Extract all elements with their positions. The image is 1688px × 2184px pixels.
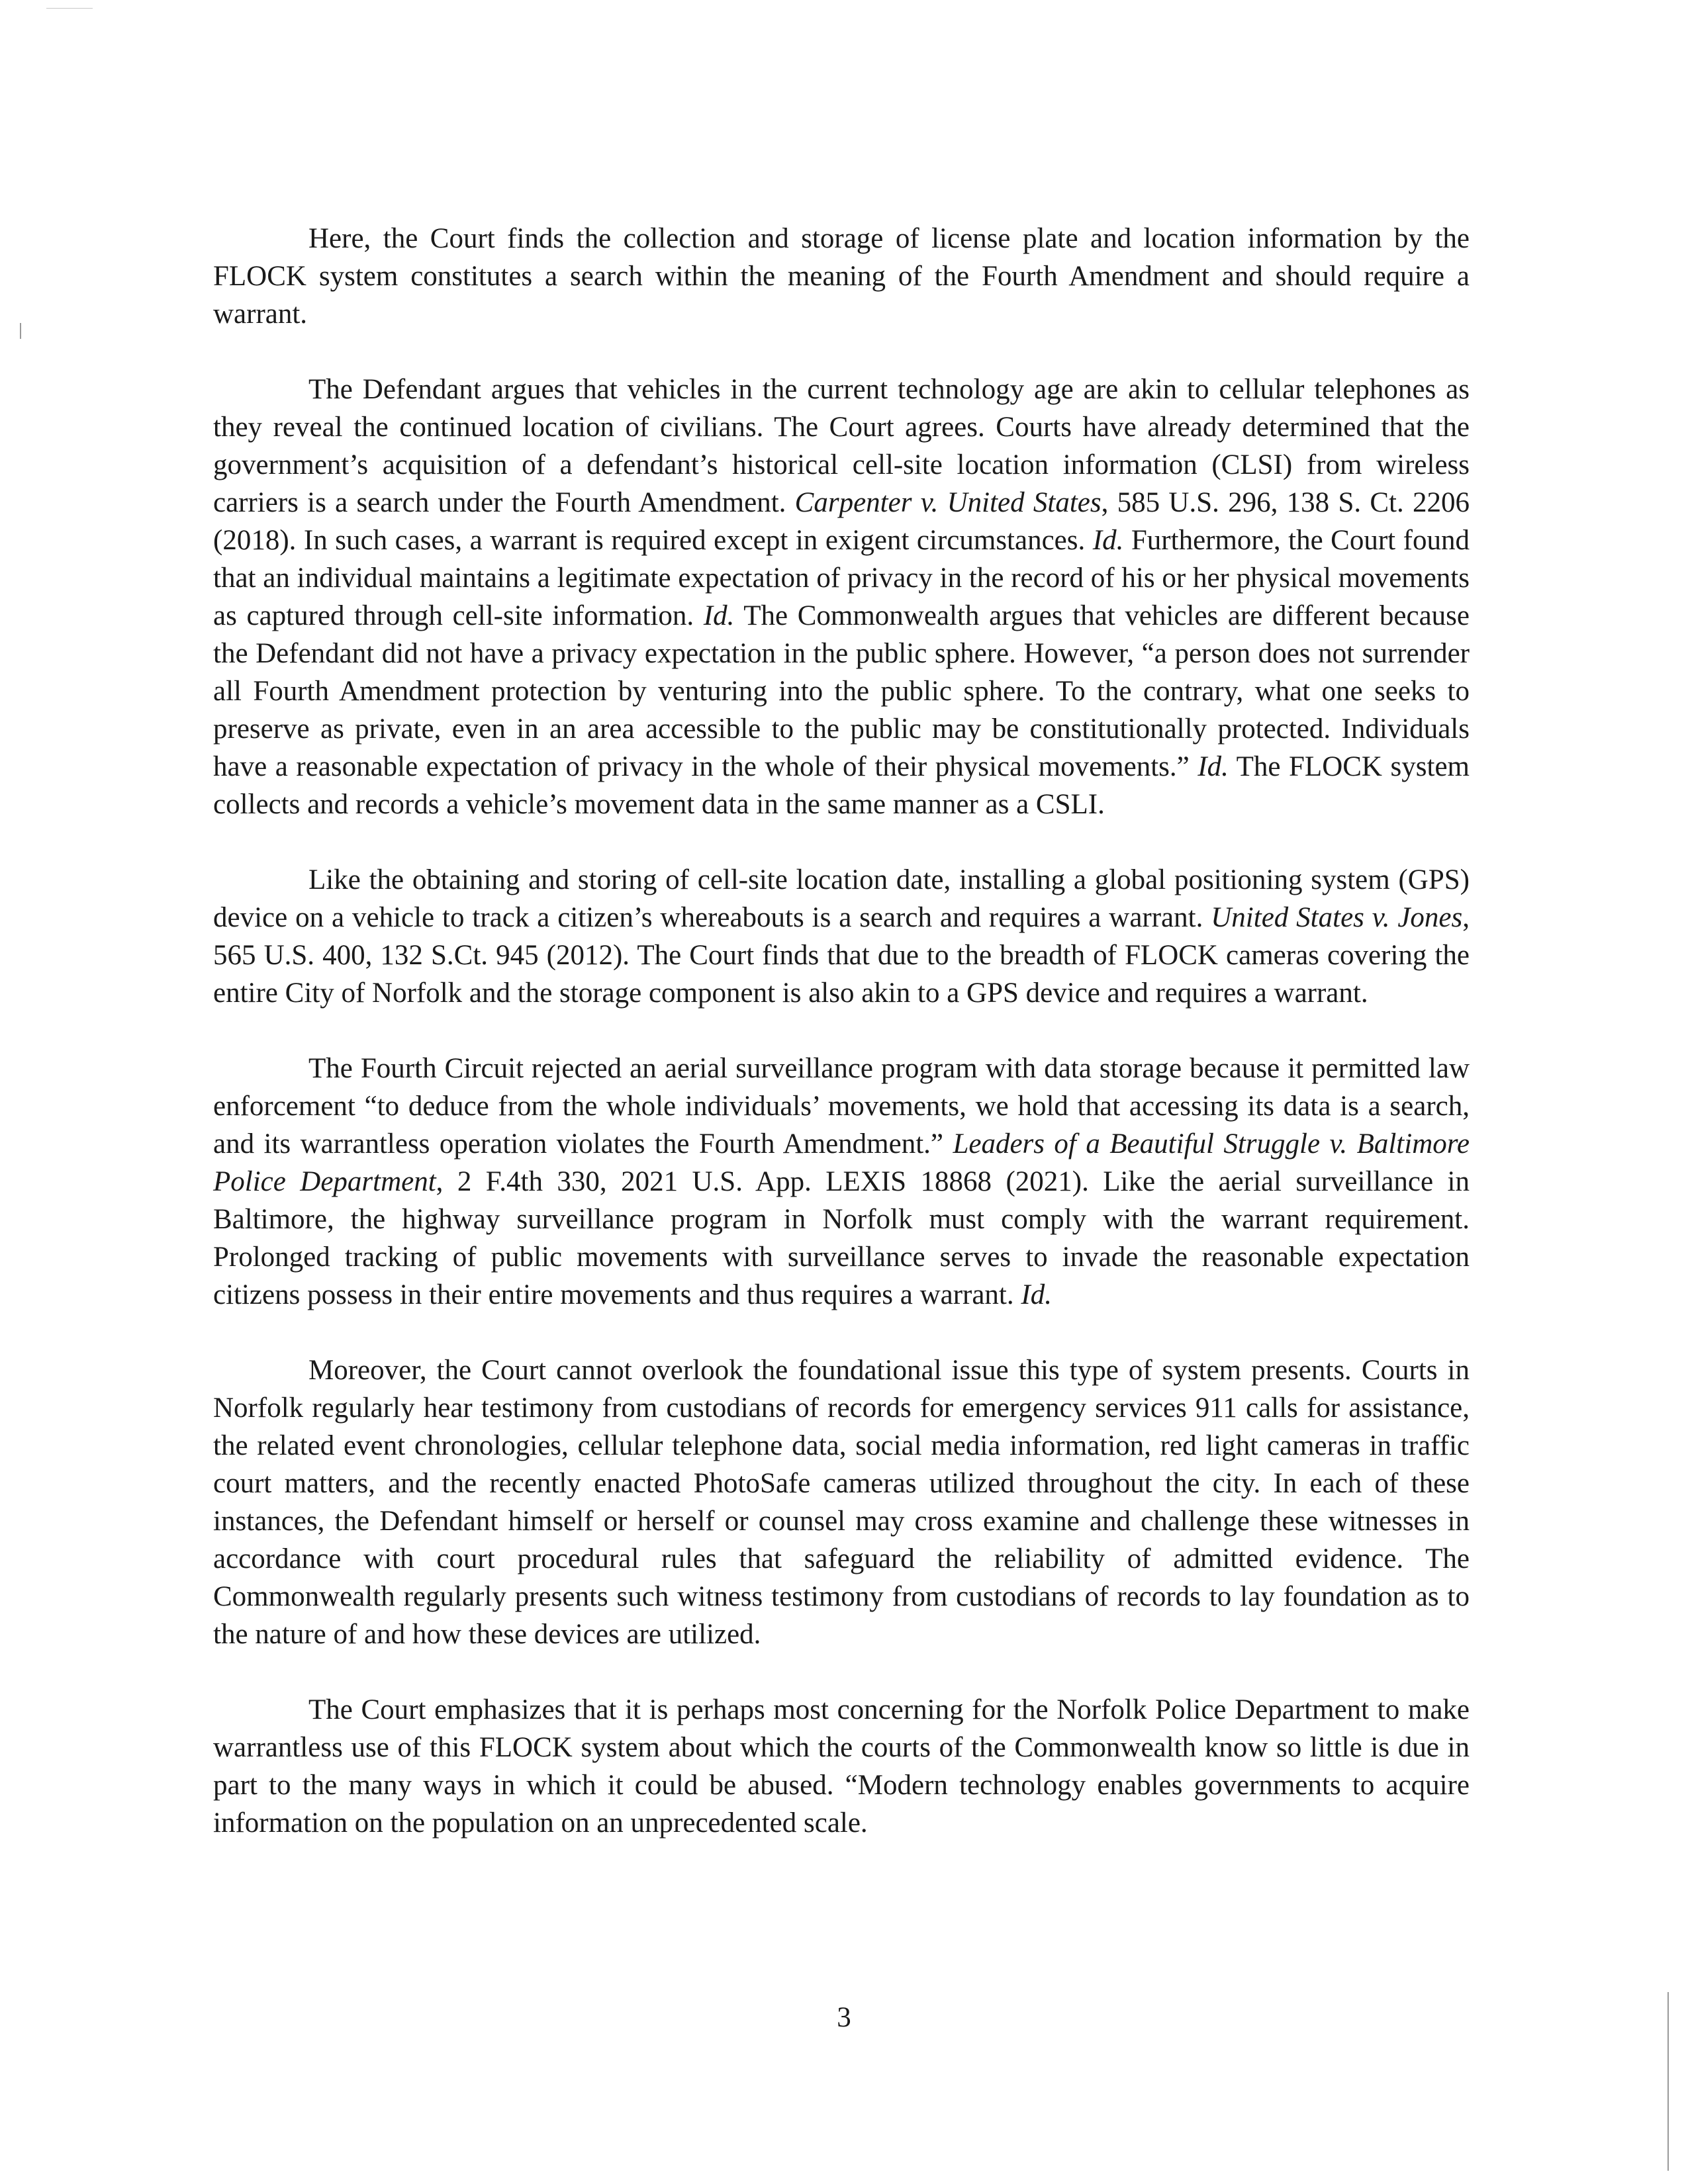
text-run: Furthermore, the Court found that an individual maintains a legitimate expectation of privacy in the record of his or her physical movements as captured through cell-site information. bbox=[213, 525, 1470, 631]
citation-italic: Id. bbox=[703, 600, 735, 631]
scan-mark-left bbox=[20, 323, 21, 339]
citation-italic: Id. bbox=[1021, 1279, 1052, 1310]
text-run: , 585 U.S. 296, 138 S. Ct. 2206 (2018). In such cases, a warrant is required except in exigent circumstances. bbox=[213, 487, 1470, 556]
text-run: The Court emphasizes that it is perhaps most concerning for the Norfolk Police Department to make warrantless use of this FLOCK system about which the courts of the Commonwealth know so little is due in part to the many ways in which it could be abused. “Modern technology enables governments to acquire information on the population on an unprecedented scale. bbox=[213, 1694, 1470, 1839]
text-run: The Defendant argues that vehicles in the current technology age are akin to cellular telephones as they reveal the continued location of civilians. The Court agrees. Courts have already determined that the government’s acquisition of a defendant’s historical cell-site location information (CLSI) from wireless carriers is a search under the Fourth Amendment. bbox=[213, 374, 1470, 518]
text-run: The FLOCK system collects and records a vehicle’s movement data in the same manner as a CSLI. bbox=[213, 751, 1470, 820]
text-run: Here, the Court finds the collection and storage of license plate and location information by the FLOCK system constitutes a search within the meaning of the Fourth Amendment and should require a warrant. bbox=[213, 223, 1470, 330]
paragraph bbox=[213, 1050, 1470, 1314]
text-run: The Fourth Circuit rejected an aerial surveillance program with data storage because it permitted law enforcement “to deduce from the whole individuals’ movements, we hold that accessing its data is a search, and its warrantless operation violates the Fourth Amendment.” bbox=[213, 1053, 1470, 1160]
page-number: 3 bbox=[837, 2002, 851, 2033]
citation-italic: Carpenter v. United States bbox=[794, 487, 1102, 518]
paragraph bbox=[213, 1351, 1470, 1653]
paragraph bbox=[213, 861, 1470, 1012]
text-run: , 2 F.4th 330, 2021 U.S. App. LEXIS 18868 (2021). Like the aerial surveillance in Baltimore, the highway surveillance program in Norfolk must comply with the warrant requirement. Prolonged tracking of public movements with surveillance serves to invade the reasonable expectation citizens possess in their entire movements and thus requires a warrant. bbox=[213, 1166, 1470, 1310]
text-run: , 565 U.S. 400, 132 S.Ct. 945 (2012). The Court finds that due to the breadth of FLOCK cameras covering the entire City of Norfolk and the storage component is also akin to a GPS device and requires a warrant. bbox=[213, 902, 1470, 1009]
scan-mark-right bbox=[1667, 1992, 1669, 2171]
text-run: The Commonwealth argues that vehicles are different because the Defendant did not have a privacy expectation in the public sphere. However, “a person does not surrender all Fourth Amendment protection by venturing into the public sphere. To the contrary, what one seeks to preserve as private, even in an area accessible to the public may be constitutionally protected. Individuals have a reasonable expectation of privacy in the whole of their physical movements.” bbox=[213, 600, 1470, 782]
citation-italic: Id. bbox=[1197, 751, 1229, 782]
document-body bbox=[213, 220, 1470, 1880]
citation-italic: Id. bbox=[1092, 525, 1124, 556]
text-run: Moreover, the Court cannot overlook the foundational issue this type of system presents. Courts in Norfolk regularly hear testimony from custodians of records for emergency services 911 calls for assistance, the related event chronologies, cellular telephone data, social media information, red light cameras in traffic court matters, and the recently enacted PhotoSafe cameras utilized throughout the city. In each of these instances, the Defendant himself or herself or counsel may cross examine and challenge these witnesses in accordance with court procedural rules that safeguard the reliability of admitted evidence. The Commonwealth regularly presents such witness testimony from custodians of records to lay foundation as to the nature of and how these devices are utilized. bbox=[213, 1355, 1470, 1650]
scan-mark-top bbox=[46, 8, 93, 9]
paragraph bbox=[213, 220, 1470, 333]
text-run: Like the obtaining and storing of cell-site location date, installing a global positioning system (GPS) device on a vehicle to track a citizen’s whereabouts is a search and requires a warrant. bbox=[213, 864, 1470, 933]
paragraph bbox=[213, 371, 1470, 823]
citation-italic: Leaders of a Beautiful Struggle v. Baltimore Police Department bbox=[213, 1128, 1470, 1197]
citation-italic: United States v. Jones bbox=[1211, 902, 1463, 933]
paragraph bbox=[213, 1691, 1470, 1842]
